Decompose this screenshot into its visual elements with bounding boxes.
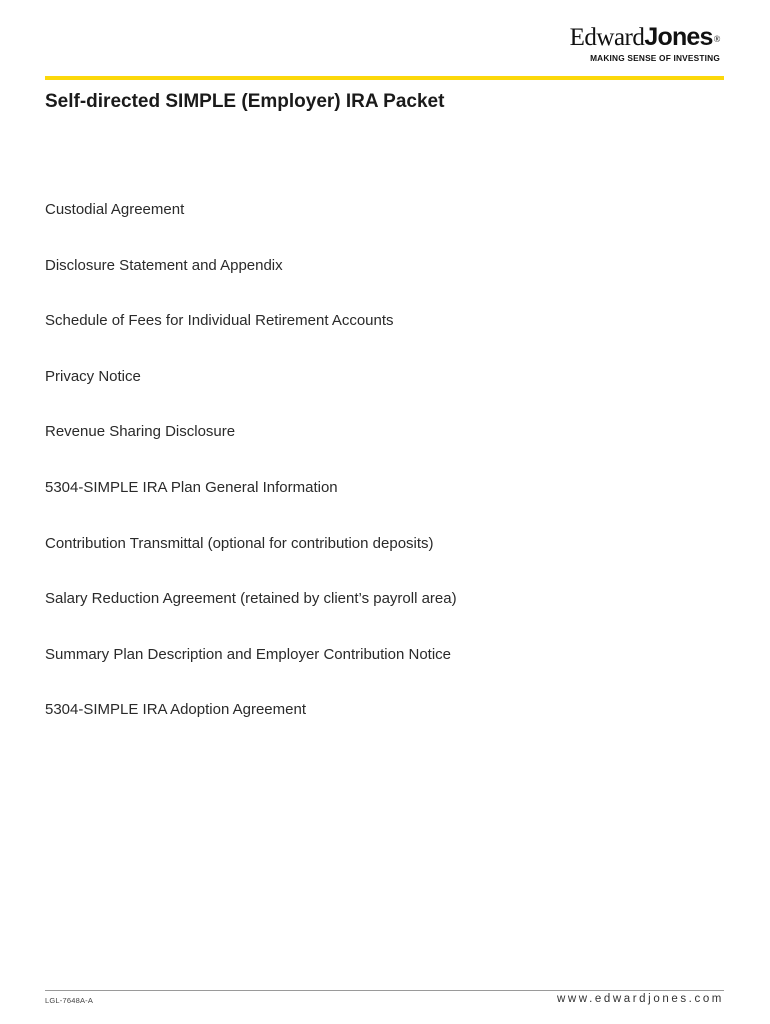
list-item: Privacy Notice [45,367,141,385]
list-item: Revenue Sharing Disclosure [45,423,236,441]
list-item: Custodial Agreement [45,201,185,218]
logo-tagline: MAKING SENSE OF INVESTING [590,53,720,63]
document-list [45,199,457,755]
footer-divider [45,990,724,991]
header-accent-bar [45,76,724,80]
website-link[interactable]: www.edwardjones.com [556,993,724,1005]
logo-brand-first: Edward [569,24,645,51]
list-item: Contribution Transmittal (optional for contribution deposits) [45,534,434,552]
registered-mark: ® [713,34,720,44]
page-title: Self-directed SIMPLE (Employer) IRA Packet [45,91,445,112]
logo-brand-second: Jones [644,23,713,51]
edward-jones-logo [570,24,720,63]
logo-wordmark [570,24,720,51]
list-item: 5304-SIMPLE IRA Plan General Information [45,478,338,496]
list-item: Salary Reduction Agreement (retained by client’s payroll area) [45,590,457,608]
form-code: LGL-7648A-A [45,996,94,1005]
list-item: Schedule of Fees for Individual Retirement Accounts [45,312,394,330]
list-item: Summary Plan Description and Employer Contribution Notice [45,645,452,663]
list-item: 5304-SIMPLE IRA Adoption Agreement [45,701,306,719]
list-item: Disclosure Statement and Appendix [45,256,283,274]
